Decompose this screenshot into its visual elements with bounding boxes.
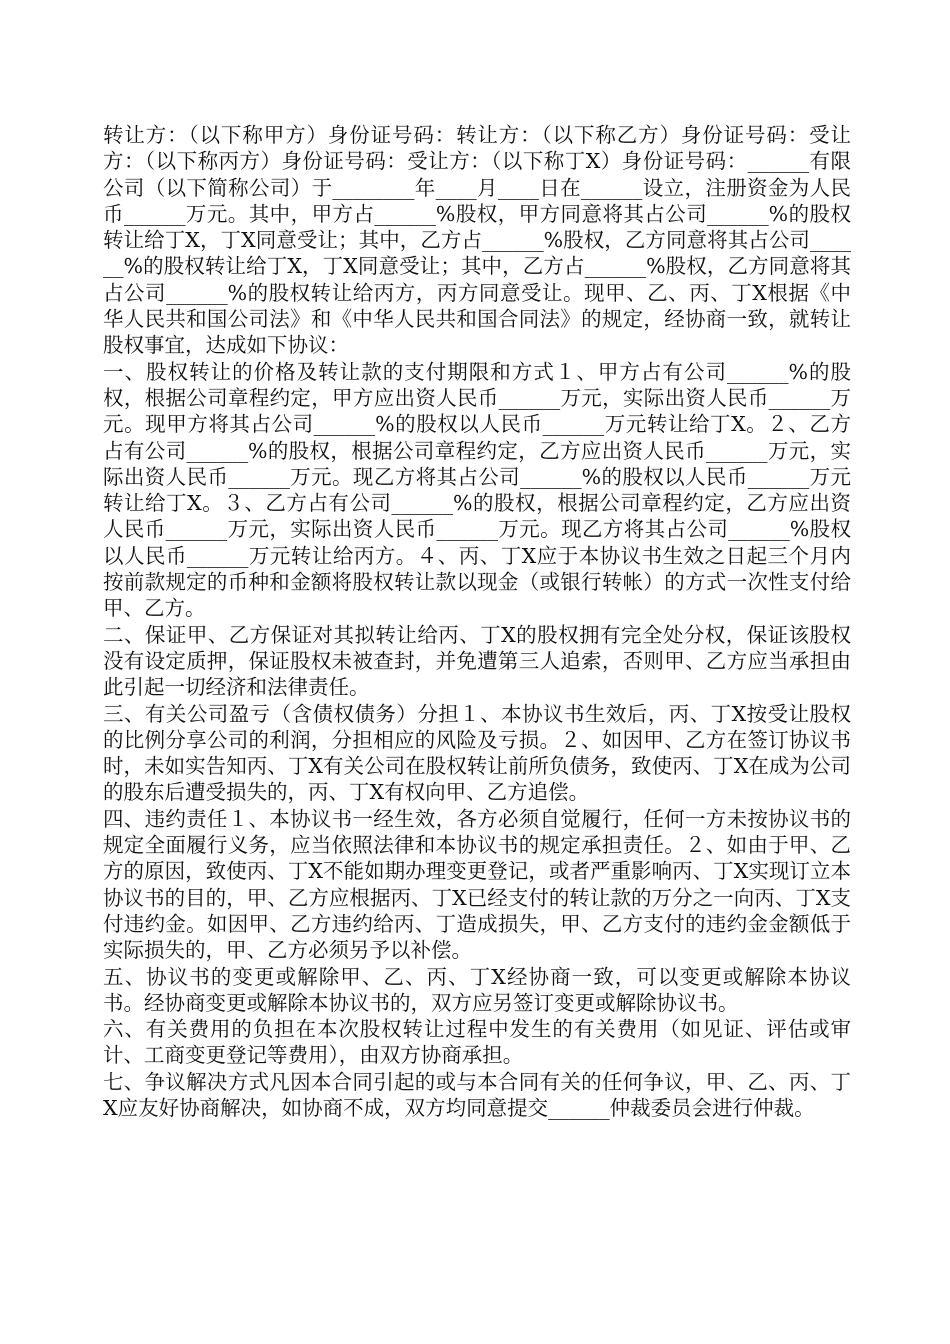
paragraph-clause-5-amendment: 五、协议书的变更或解除甲、乙、丙、丁X经协商一致，可以变更或解除本协议书。经协商变更或解除本协议书的，双方应另签订变更或解除协议书。 xyxy=(103,964,851,1015)
paragraph-clause-7-dispute: 七、争议解决方式凡因本合同引起的或与本合同有关的任何争议，甲、乙、丙、丁X应友好协商解决，如协商不成，双方均同意提交______仲裁委员会进行仲裁。 xyxy=(103,1069,851,1120)
document-body xyxy=(103,122,851,1121)
paragraph-clause-2-guarantee: 二、保证甲、乙方保证对其拟转让给丙、丁X的股权拥有完全处分权，保证该股权没有设定质押，保证股权未被查封，并免遭第三人追索，否则甲、乙方应当承担由此引起一切经济和法律责任。 xyxy=(103,622,851,700)
paragraph-clause-6-fees: 六、有关费用的负担在本次股权转让过程中发生的有关费用（如见证、评估或审计、工商变更登记等费用），由双方协商承担。 xyxy=(103,1017,851,1068)
paragraph-preamble: 转让方：（以下称甲方）身份证号码：转让方：（以下称乙方）身份证号码：受让方：（以下称丙方）身份证号码：受让方：（以下称丁X）身份证号码：______有限公司（以下简称公司）于________年____月____日在______设立，注册资金为人民币______万元。其中，甲方占______%股权，甲方同意将其占公司______%的股权转让给丁X，丁X同意受让；其中，乙方占______%股权，乙方同意将其占公司______%的股权转让给丁X，丁X同意受让；其中，乙方占______%股权，乙方同意将其占公司______%的股权转让给丙方，丙方同意受让。现甲、乙、丙、丁X根据《中华人民共和国公司法》和《中华人民共和国合同法》的规定，经协商一致，就转让股权事宜，达成如下协议： xyxy=(103,123,851,358)
paragraph-clause-3-profit-loss: 三、有关公司盈亏（含债权债务）分担１、本协议书生效后，丙、丁X按受让股权的比例分享公司的利润，分担相应的风险及亏损。２、如因甲、乙方在签订协议书时，未如实告知丙、丁X有关公司在股权转让前所负债务，致使丙、丁X在成为公司的股东后遭受损失的，丙、丁X有权向甲、乙方追偿。 xyxy=(103,701,851,805)
paragraph-clause-1-price-payment: 一、股权转让的价格及转让款的支付期限和方式１、甲方占有公司______%的股权，根据公司章程约定，甲方应出资人民币______万元，实际出资人民币______万元。现甲方将其占公司______%的股权以人民币______万元转让给丁X。２、乙方占有公司______%的股权，根据公司章程约定，乙方应出资人民币______万元，实际出资人民币______万元。现乙方将其占公司______%的股权以人民币______万元转让给丁X。３、乙方占有公司______%的股权，根据公司章程约定，乙方应出资人民币______万元，实际出资人民币______万元。现乙方将其占公司______%股权以人民币______万元转让给丙方。４、丙、丁X应于本协议书生效之日起三个月内按前款规定的币种和金额将股权转让款以现金（或银行转帐）的方式一次性支付给甲、乙方。 xyxy=(103,359,851,621)
paragraph-clause-4-liability: 四、违约责任１、本协议书一经生效，各方必须自觉履行，任何一方未按协议书的规定全面履行义务，应当依照法律和本协议书的规定承担责任。２、如由于甲、乙方的原因，致使丙、丁X不能如期办理变更登记，或者严重影响丙、丁X实现订立本协议书的目的，甲、乙方应根据丙、丁X已经支付的转让款的万分之一向丙、丁X支付违约金。如因甲、乙方违约给丙、丁造成损失，甲、乙方支付的违约金金额低于实际损失的，甲、乙方必须另予以补偿。 xyxy=(103,806,851,963)
